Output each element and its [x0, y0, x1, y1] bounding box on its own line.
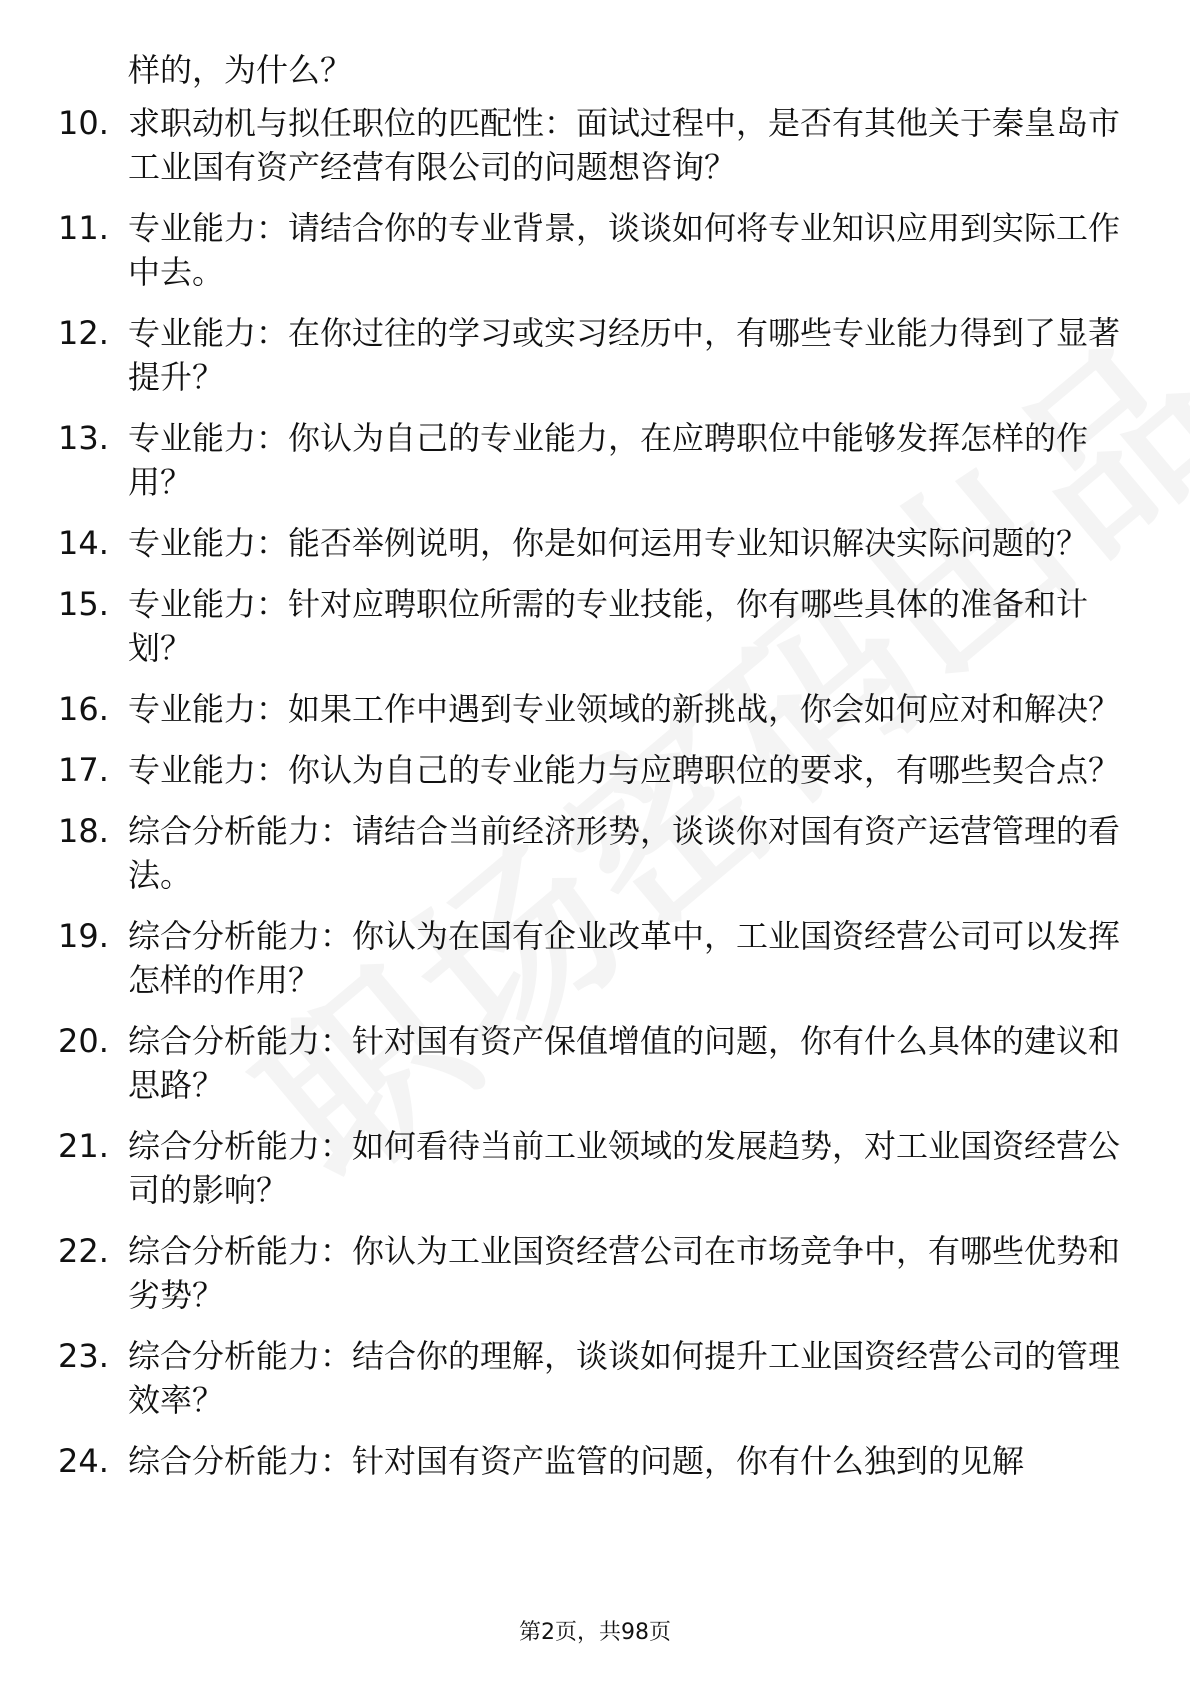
- question-number: 11.: [58, 209, 109, 247]
- question-number: 13.: [58, 419, 109, 457]
- question-number: 18.: [58, 812, 109, 850]
- question-number: 15.: [58, 585, 109, 623]
- list-item: [58, 101, 1138, 189]
- question-text: 综合分析能力：你认为工业国资经营公司在市场竞争中，有哪些优势和劣势？: [128, 1232, 1121, 1314]
- list-item: [58, 809, 1138, 897]
- question-text: 综合分析能力：如何看待当前工业领域的发展趋势，对工业国资经营公司的影响？: [128, 1127, 1121, 1209]
- page-number-label: 第2页，共98页: [519, 1620, 671, 1645]
- question-number: 12.: [58, 314, 109, 352]
- question-number: 22.: [58, 1232, 109, 1270]
- question-text: 综合分析能力：结合你的理解，谈谈如何提升工业国资经营公司的管理效率？: [128, 1337, 1121, 1419]
- question-number: 23.: [58, 1337, 109, 1375]
- question-text: 求职动机与拟任职位的匹配性：面试过程中，是否有其他关于秦皇岛市工业国有资产经营有限公司的问题想咨询？: [128, 104, 1121, 186]
- document-body: [58, 48, 1138, 1500]
- list-item: [58, 687, 1138, 731]
- question-text: 综合分析能力：针对国有资产保值增值的问题，你有什么具体的建议和思路？: [128, 1022, 1121, 1104]
- question-text: 专业能力：如果工作中遇到专业领域的新挑战，你会如何应对和解决？: [128, 690, 1121, 728]
- question-text: 专业能力：针对应聘职位所需的专业技能，你有哪些具体的准备和计划？: [128, 585, 1089, 667]
- list-item: [58, 1439, 1138, 1483]
- question-list: [58, 101, 1138, 1483]
- question-text: 专业能力：你认为自己的专业能力与应聘职位的要求，有哪些契合点？: [128, 751, 1121, 789]
- question-text: 专业能力：在你过往的学习或实习经历中，有哪些专业能力得到了显著提升？: [128, 314, 1121, 396]
- list-item: [58, 914, 1138, 1002]
- question-text: 专业能力：你认为自己的专业能力，在应聘职位中能够发挥怎样的作用？: [128, 419, 1089, 501]
- list-item: [58, 206, 1138, 294]
- question-number: 19.: [58, 917, 109, 955]
- list-item: [58, 311, 1138, 399]
- list-item: [58, 1229, 1138, 1317]
- continuation-line: 样的，为什么？: [128, 51, 353, 89]
- question-text: 综合分析能力：你认为在国有企业改革中，工业国资经营公司可以发挥怎样的作用？: [128, 917, 1121, 999]
- question-number: 17.: [58, 751, 109, 789]
- page-footer: [0, 1618, 1190, 1648]
- question-text: 综合分析能力：针对国有资产监管的问题，你有什么独到的见解: [128, 1442, 1025, 1480]
- list-item: [58, 582, 1138, 670]
- list-item: [58, 1334, 1138, 1422]
- list-item: [58, 1124, 1138, 1212]
- list-item: [58, 1019, 1138, 1107]
- question-number: 16.: [58, 690, 109, 728]
- question-number: 10.: [58, 104, 109, 142]
- question-text: 专业能力：请结合你的专业背景，谈谈如何将专业知识应用到实际工作中去。: [128, 209, 1121, 291]
- question-text: 专业能力：能否举例说明，你是如何运用专业知识解决实际问题的？: [128, 524, 1089, 562]
- question-number: 21.: [58, 1127, 109, 1165]
- list-item: [58, 521, 1138, 565]
- question-number: 14.: [58, 524, 109, 562]
- question-number: 24.: [58, 1442, 109, 1480]
- question-text: 综合分析能力：请结合当前经济形势，谈谈你对国有资产运营管理的看法。: [128, 812, 1121, 894]
- question-number: 20.: [58, 1022, 109, 1060]
- list-item: [58, 748, 1138, 792]
- list-item: [58, 416, 1138, 504]
